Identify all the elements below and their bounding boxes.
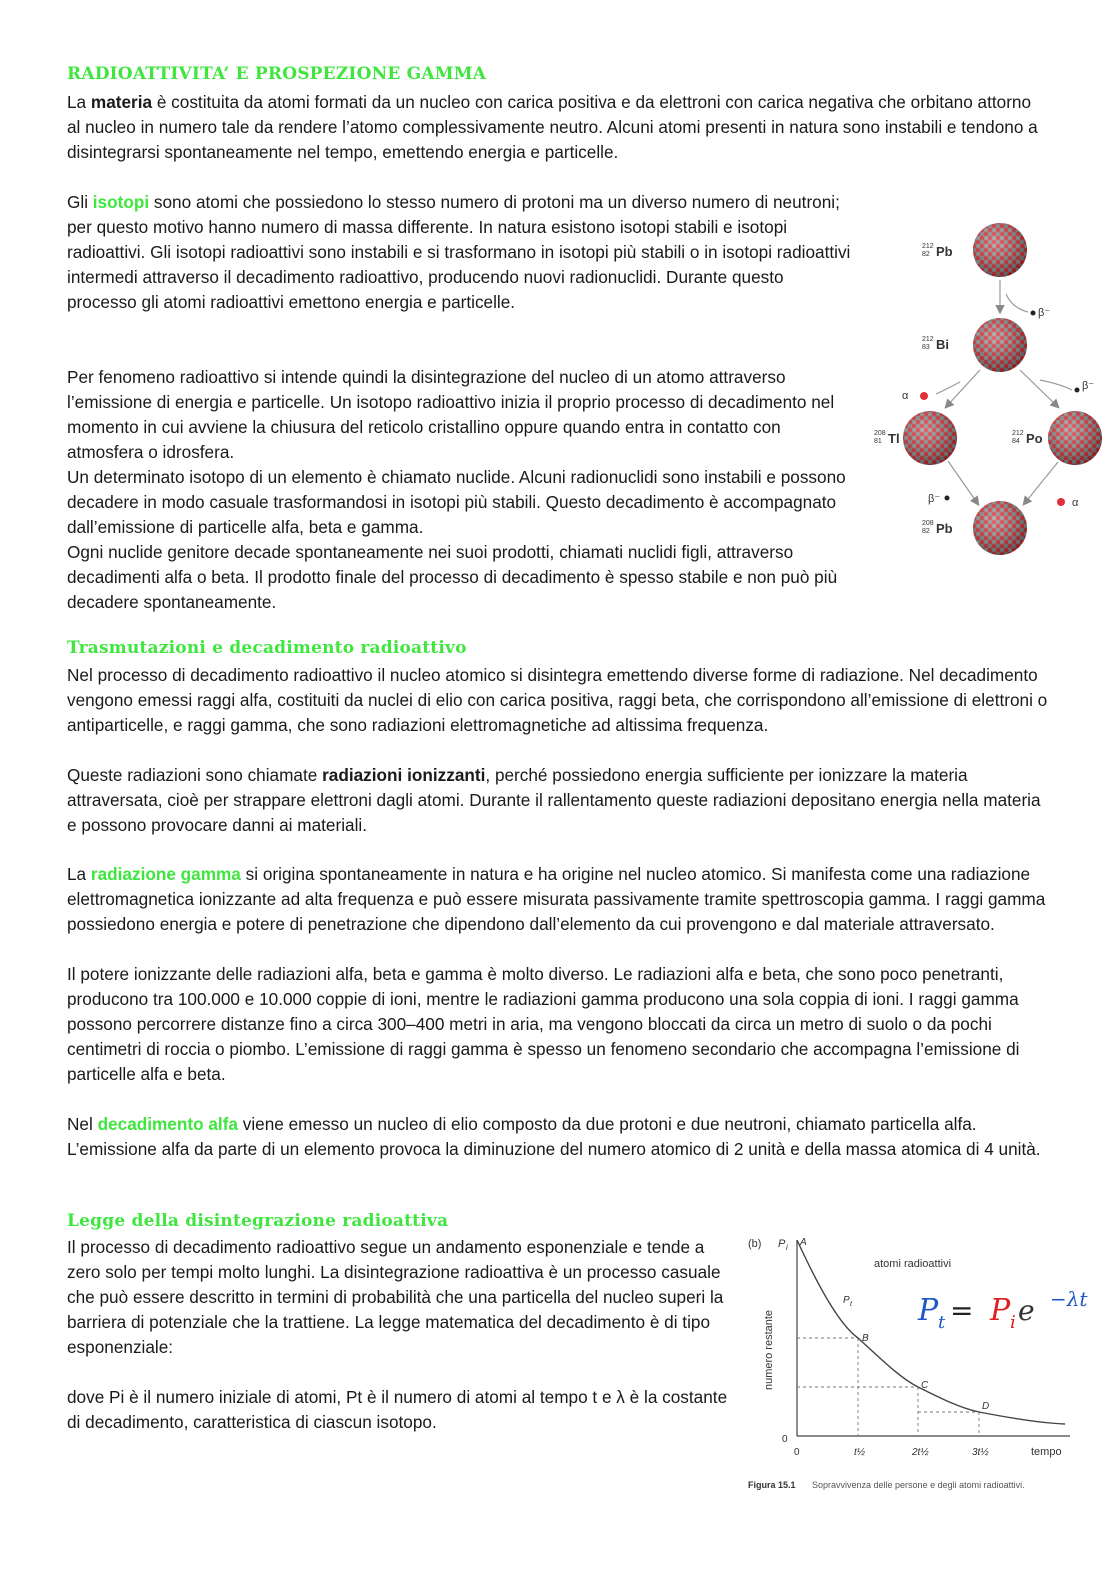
alpha-particle-2 [1057,498,1065,506]
svg-text:t: t [938,1312,946,1333]
label-tl208 [874,430,900,446]
y-tick-0: 0 [782,1434,788,1445]
curve-label: P [843,1295,850,1306]
x-axis-label: tempo [1031,1446,1062,1458]
nucleus-bi212 [973,318,1027,372]
svg-text:81: 81 [874,438,882,445]
y-axis-top-label: P [778,1238,786,1250]
x-tick-2: 2t½ [912,1447,929,1458]
beta-label-2: β⁻ [1082,380,1095,392]
decay-curve-chart [740,1230,1106,1500]
svg-text:212: 212 [922,336,934,343]
paragraph-potere-ionizzante: Il potere ionizzante delle radiazioni alfa, beta e gamma è molto diverso. Le radiazioni alfa e beta, che sono poco penetranti, producono tra 100.000 e 10.000 coppie di ioni, mentre le radiazioni gamma producono una sola coppia di ioni. I raggi gamma possono percorrere distanze fino a circa 300–400 metri in aria, ma vengono bloccati da circa un metro di suolo o da pochi centimetri di roccia o piombo. L’emissione di raggi gamma è spesso un fenomeno secondario che accompagna l’emissione di particelle alfa e beta. [67,964,1020,1084]
nucleus-pb208 [973,501,1027,555]
label-po212 [1012,430,1043,446]
alpha-label-1: α [902,390,909,402]
svg-text:i: i [786,1243,788,1252]
section-title-radioattivita: RADIOATTIVITA’ E PROSPEZIONE GAMMA [67,64,487,84]
point-a-label: A [800,1237,807,1248]
decay-formula [917,1287,1088,1333]
paragraph-nuclide-genitore: Ogni nuclide genitore decade spontaneamente nei suoi prodotti, chiamati nuclidi figli, attraverso decadimenti alfa o beta. Il prodotto finale del processo di decadimento è spesso stabile e non può più decadere spontaneamente. [67,542,838,612]
figure-caption [748,1480,1025,1490]
point-d-label: D [982,1401,990,1412]
svg-text:82: 82 [922,528,930,535]
svg-text:Sopravvivenza delle persone e: Sopravvivenza delle persone e degli atomi radioattivi. [812,1480,1025,1490]
svg-text:212: 212 [1012,430,1024,437]
svg-text:208: 208 [874,430,886,437]
svg-text:P: P [918,1293,939,1328]
x-tick-1: t½ [854,1447,866,1458]
svg-text:212: 212 [922,243,934,250]
svg-text:Tl: Tl [888,431,900,446]
paragraph-radiazioni-ionizzanti: Queste radiazioni sono chiamate radiazioni ionizzanti, perché possiedono energia sufficiente per ionizzare la materia attraversata, cioè per strappare elettroni dagli atomi. Durante il rallentamento queste radiazioni depositano energia nella materia e possono provocare danni ai materiali. [67,765,1041,835]
panel-label: (b) [748,1238,762,1250]
paragraph-nuclide: Un determinato isotopo di un elemento è chiamato nuclide. Alcuni radionuclidi sono instabili e possono decadere in modo casuale trasformandosi in isotopi più stabili. Questo decadimento è accompagnato dall’emissione di particelle alfa, beta e gamma. [67,467,846,537]
nucleus-pb212 [973,223,1027,277]
nucleus-po212 [1048,411,1102,465]
svg-text:t: t [850,1301,852,1308]
x-tick-0: 0 [794,1447,800,1458]
point-c-label: C [921,1380,929,1391]
decay-chain-diagram [860,212,1110,562]
paragraph-radiazione-gamma: La radiazione gamma si origina spontaneamente in natura e ha origine nel nucleo atomico. Si manifesta come una radiazione elettromagnetica ionizzante ad alta frequenza e può essere misurata passivamente tramite spettroscopia gamma. I raggi gamma possiedono energia e potere di penetrazione che dipendono dall’elemento da cui provengono e dal materiale attraversato. [67,864,1046,934]
section-title-trasmutazioni: Trasmutazioni e decadimento radioattivo [67,638,467,658]
paragraph-definizioni: dove Pi è il numero iniziale di atomi, Pt è il numero di atomi al tempo t e λ è la costante di decadimento, caratteristica di ciascun isotopo. [67,1387,728,1432]
beta-label-3: β⁻ [928,493,941,505]
paragraph-fenomeno-radioattivo: Per fenomeno radioattivo si intende quindi la disintegrazione del nucleo di un atomo attraverso l’emissione di energia e particelle. Un isotopo radioattivo inizia il proprio processo di decadimento nel momento in cui avviene la chiusura del reticolo cristallino oppure quando entra in contatto con atmosfera o idrosfera. [67,367,835,462]
svg-text:P: P [990,1293,1011,1328]
nucleus-tl208 [903,411,957,465]
svg-text:Pb: Pb [936,244,953,259]
label-pb212 [922,243,953,259]
label-pb208 [922,520,953,536]
svg-text:=: = [950,1294,974,1327]
paragraph-materia: La materia è costituita da atomi formati da un nucleo con carica positiva e da elettroni con carica negativa che orbitano attorno al nucleo in numero tale da rendere l’atomo complessivamente neutro. Alcuni atomi presenti in natura sono instabili e tendono a disintegrarsi spontaneamente nel tempo, emettendo energia e particelle. [67,92,1038,162]
label-bi212 [922,336,949,352]
paragraph-isotopi: Gli isotopi sono atomi che possiedono lo stesso numero di protoni ma un diverso numero di neutroni; per questo motivo hanno numero di massa differente. In natura esistono isotopi stabili e isotopi radioattivi. Gli isotopi radioattivi sono instabili e si trasformano in isotopi più stabili o in isotopi radioattivi intermedi attraverso il decadimento radioattivo, producendo nuovi radionuclidi. Durante questo processo gli atomi radioattivi emettono energia e particelle. [67,192,851,312]
svg-text:84: 84 [1012,438,1020,445]
x-tick-3: 3t½ [972,1447,989,1458]
paragraph-decadimento-alfa: Nel decadimento alfa viene emesso un nucleo di elio composto da due protoni e due neutroni, chiamato particella alfa. L’emissione alfa da parte di un elemento provoca la diminuzione del numero atomico di 2 unità e della massa atomica di 4 unità. [67,1114,1041,1159]
svg-text:208: 208 [922,520,934,527]
section-title-legge: Legge della disintegrazione radioattiva [67,1211,449,1231]
y-axis-label: numero restante [763,1309,775,1391]
svg-text:Bi: Bi [936,337,949,352]
paragraph-legge-esponenziale: Il processo di decadimento radioattivo segue un andamento esponenziale e tende a zero solo per tempi molto lunghi. La disintegrazione radioattiva è un processo casuale che può essere descritto in termini di probabilità che una particella del nucleo superi la barriera di potenziale che la trattiene. La legge matematica del decadimento è di tipo esponenziale: [67,1237,724,1357]
paragraph-decadimento: Nel processo di decadimento radioattivo il nucleo atomico si disintegra emettendo diverse forme di radiazione. Nel decadimento vengono emessi raggi alfa, costituiti da nuclei di elio con carica positiva, raggi beta, che corrispondono all’emissione di elettroni o antiparticelle, e raggi gamma, che sono radiazioni elettromagnetiche ad altissima frequenza. [67,665,1048,735]
svg-text:i: i [1010,1312,1016,1333]
svg-text:Pb: Pb [936,521,953,536]
beta-label-1: β⁻ [1038,307,1051,319]
alpha-label-2: α [1072,497,1079,509]
alpha-particle-1 [920,392,928,400]
svg-text:−λt: −λt [1050,1287,1088,1311]
svg-text:e: e [1018,1294,1035,1327]
svg-text:83: 83 [922,344,930,351]
svg-text:Po: Po [1026,431,1043,446]
point-b-label: B [862,1333,869,1344]
svg-text:82: 82 [922,251,930,258]
series-label: atomi radioattivi [874,1258,952,1270]
svg-text:Figura 15.1: Figura 15.1 [748,1480,796,1490]
